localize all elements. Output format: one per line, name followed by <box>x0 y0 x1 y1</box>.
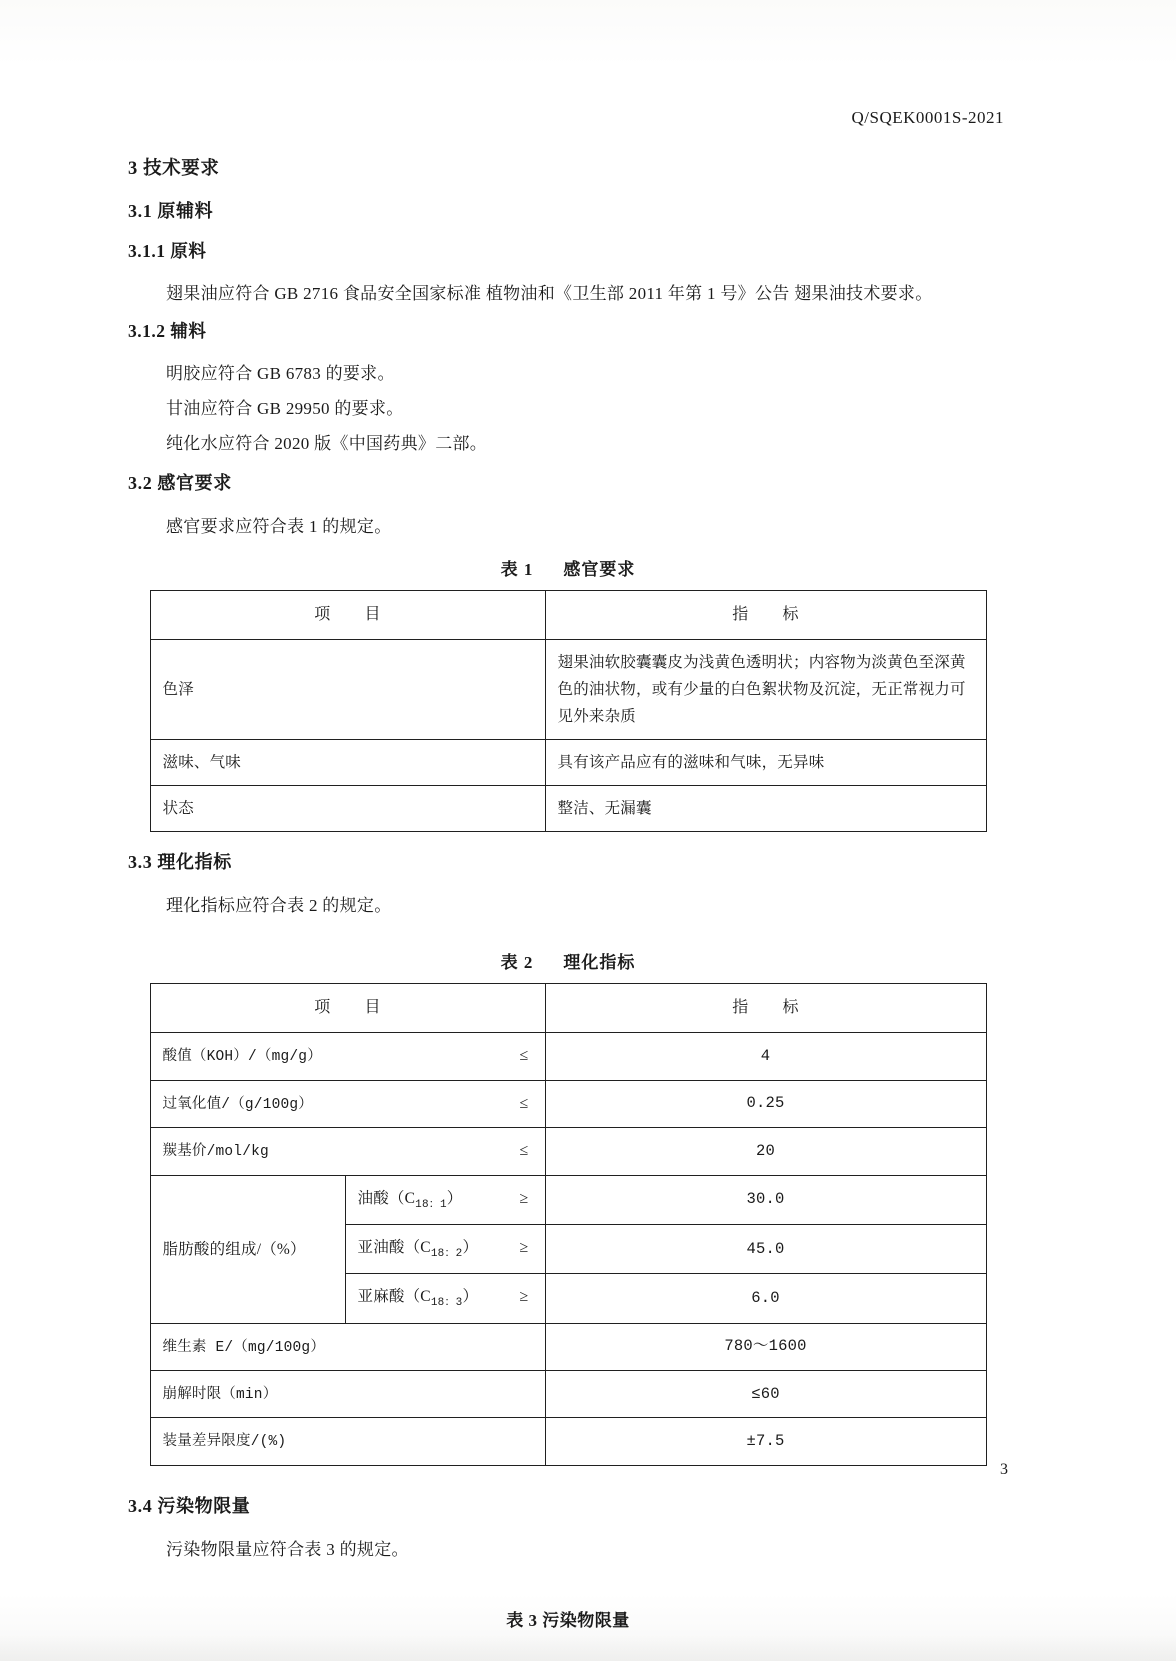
table1-row2-spec: 整洁、无漏囊 <box>545 786 986 832</box>
heading-3-1-1-raw-material: 3.1.1 原料 <box>128 241 207 261</box>
table2-fatty-acid-0-subscript: 18：1 <box>415 1198 447 1211</box>
table1-row0-spec: 翅果油软胶囊囊皮为浅黄色透明状；内容物为淡黄色至深黄色的油状物，或有少量的白色絮状物及沉淀，无正常视力可见外来杂质 <box>545 639 986 739</box>
table2-tail1-value: ≤60 <box>545 1371 986 1418</box>
table2-header-item-b: 目 <box>364 999 381 1017</box>
heading-3-1-raw-materials: 3.1 原辅料 <box>128 201 214 221</box>
table2-fatty-acid-1-name-post: ） <box>462 1238 479 1256</box>
table1-header-spec-b: 标 <box>782 605 799 623</box>
paragraph-3-1-1: 翅果油应符合 GB 2716 食品安全国家标准 植物油和《卫生部 2011 年第 1 号》公告 翅果油技术要求。 <box>166 284 933 303</box>
table2-row2-item <box>150 1128 545 1175</box>
table2-fatty-acid-0-name-post: ） <box>446 1189 463 1207</box>
paragraph-3-3: 理化指标应符合表 2 的规定。 <box>166 896 392 916</box>
table2-tail2-item <box>150 1418 545 1465</box>
table-row <box>150 639 986 739</box>
table2-caption <box>128 948 1008 973</box>
table1-header-item <box>150 590 545 639</box>
table2-row1-value: 0.25 <box>545 1080 986 1127</box>
table1-header-item-b: 目 <box>364 605 381 623</box>
table2-caption-label: 表 2 <box>500 953 534 973</box>
table2-fatty-acid-2-value: 6.0 <box>545 1274 986 1323</box>
table2-fatty-acid-0-operator: ≥ <box>519 1189 529 1207</box>
table2-fatty-acid-1-value: 45.0 <box>545 1224 986 1273</box>
table3-caption: 表 3 污染物限量 <box>506 1610 630 1630</box>
table-sensory-requirements <box>150 590 987 833</box>
table2-fatty-acid-1-subscript: 18：2 <box>430 1248 463 1261</box>
table2-row1-item-label: 过氧化值/（g/100g） <box>162 1096 314 1113</box>
table2-fatty-acid-1-name-pre: 亚油酸（C <box>357 1238 431 1256</box>
table2-row2-item-label: 羰基价/mol/kg <box>162 1144 269 1161</box>
table1-caption-title: 感官要求 <box>563 559 636 579</box>
table2-row1-operator: ≤ <box>519 1094 529 1112</box>
table2-fatty-acid-2-subscript: 18：3 <box>430 1297 463 1310</box>
table2-header-spec <box>545 984 986 1033</box>
table-physicochemical-indexes <box>150 983 987 1465</box>
table2-header-item-a: 项 <box>314 999 331 1017</box>
heading-3-2-sensory-requirements: 3.2 感官要求 <box>128 472 232 493</box>
table-row <box>150 1175 986 1224</box>
table2-tail2-item-label: 装量差异限度/(%) <box>162 1434 287 1451</box>
table2-fatty-acid-2-name-post: ） <box>462 1288 479 1306</box>
table2-fatty-acid-2-name-pre: 亚麻酸（C <box>357 1288 431 1306</box>
heading-3-technical-requirements: 3 技术要求 <box>128 159 220 179</box>
table2-tail1-item-label: 崩解时限（min） <box>162 1387 278 1403</box>
table2-header-spec-a: 指 <box>732 999 749 1017</box>
table2-row0-value: 4 <box>545 1033 986 1080</box>
table2-fatty-acid-2-item <box>345 1274 545 1323</box>
table-row <box>150 786 986 832</box>
table1-row2-item: 状态 <box>150 786 545 832</box>
paragraph-gelatin: 明胶应符合 GB 6783 的要求。 <box>166 364 395 384</box>
table-row <box>150 1323 986 1370</box>
table2-caption-title: 理化指标 <box>563 953 636 973</box>
table1-caption <box>128 555 1008 580</box>
table2-row1-item <box>150 1080 545 1127</box>
table2-fatty-acid-0-item <box>345 1175 545 1224</box>
page-number: 3 <box>1000 1461 1008 1478</box>
table2-row2-operator: ≤ <box>519 1142 529 1160</box>
heading-3-3-physicochemical: 3.3 理化指标 <box>128 852 232 873</box>
table2-fatty-acid-0-value: 30.0 <box>545 1175 986 1224</box>
table2-header-item <box>150 984 545 1033</box>
table1-header-item-a: 项 <box>314 605 331 623</box>
table2-fatty-acid-1-item <box>345 1224 545 1273</box>
table1-row0-item: 色泽 <box>150 639 545 739</box>
table2-fatty-acid-1-operator: ≥ <box>519 1238 529 1256</box>
paragraph-3-4: 污染物限量应符合表 3 的规定。 <box>166 1539 409 1559</box>
page-content <box>128 108 1008 1631</box>
table2-tail0-value: 780～1600 <box>545 1323 986 1370</box>
paragraph-purified-water: 纯化水应符合 2020 版《中国药典》二部。 <box>166 434 488 454</box>
table1-row1-item: 滋味、气味 <box>150 740 545 786</box>
table2-fatty-acid-group-label: 脂肪酸的组成/（%） <box>150 1175 345 1323</box>
heading-3-1-2-auxiliary-material: 3.1.2 辅料 <box>128 321 207 342</box>
table2-row0-item <box>150 1033 545 1080</box>
table2-fatty-acid-0-name-pre: 油酸（C <box>357 1189 416 1207</box>
table2-tail1-item <box>150 1371 545 1418</box>
table-row <box>150 1418 986 1465</box>
heading-3-4-contaminant-limits: 3.4 污染物限量 <box>128 1495 251 1516</box>
table-row <box>150 1033 986 1080</box>
table2-row0-item-label: 酸值（KOH）/（mg/g） <box>162 1049 322 1066</box>
table-row <box>150 740 986 786</box>
table2-row0-operator: ≤ <box>519 1047 529 1065</box>
table-row <box>150 1371 986 1418</box>
paragraph-glycerol: 甘油应符合 GB 29950 的要求。 <box>166 399 404 419</box>
table1-caption-label: 表 1 <box>500 559 534 579</box>
table1-header-spec-a: 指 <box>732 605 749 623</box>
table2-row2-value: 20 <box>545 1128 986 1175</box>
document-code: Q/SQEK0001S-2021 <box>851 108 1004 127</box>
table1-row1-spec: 具有该产品应有的滋味和气味，无异味 <box>545 740 986 786</box>
table2-tail0-item <box>150 1323 545 1370</box>
table2-tail0-item-label: 维生素 E/（mg/100g） <box>162 1339 326 1356</box>
table-header-row <box>150 984 986 1033</box>
table2-header-spec-b: 标 <box>782 999 799 1017</box>
table-row <box>150 1128 986 1175</box>
table-header-row <box>150 590 986 639</box>
paragraph-3-2: 感官要求应符合表 1 的规定。 <box>166 516 392 536</box>
page-bottom-shadow <box>0 1635 1176 1661</box>
table-row <box>150 1080 986 1127</box>
table2-fatty-acid-2-operator: ≥ <box>519 1288 529 1306</box>
table1-header-spec <box>545 590 986 639</box>
table2-tail2-value: ±7.5 <box>545 1418 986 1465</box>
